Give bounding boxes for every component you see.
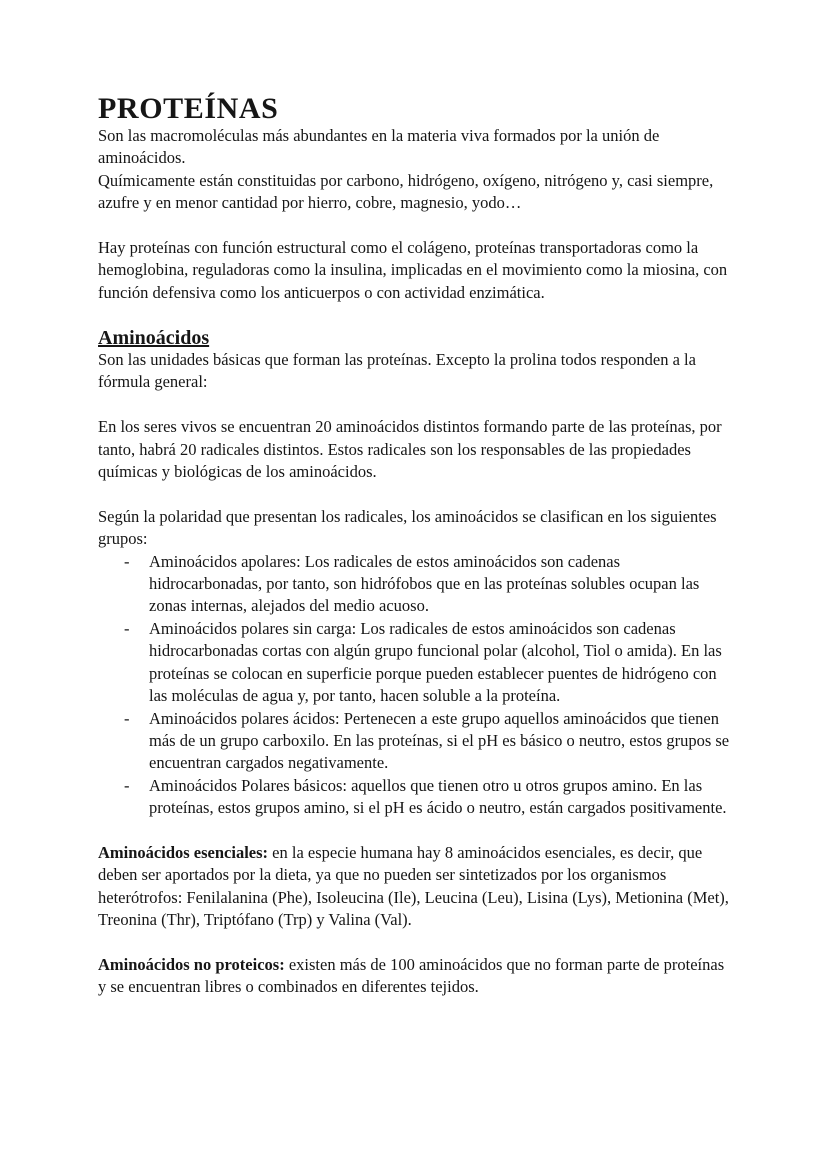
list-item-text: Aminoácidos apolares: Los radicales de estos aminoácidos son cadenas hidrocarbonadas, por tanto, son hidrófobos que en las proteínas solubles ocupan las zonas internas, alejados del medio acuoso. [149,551,700,616]
non-protein-aminoacids-text: existen más de 100 aminoácidos que no forman parte de proteínas y se encuentran libres o combinados en diferentes tejidos. [98,954,725,997]
essential-aminoacids-paragraph [98,842,732,932]
essential-aminoacids-lead: Aminoácidos esenciales: [98,842,269,862]
intro-paragraph-2: Químicamente están constituidas por carbono, hidrógeno, oxígeno, nitrógeno y, casi siempre, azufre y en menor cantidad por hierro, cobre, magnesio, yodo… [98,170,714,213]
non-protein-aminoacids-paragraph [98,954,732,999]
essential-aminoacids-text: en la especie humana hay 8 aminoácidos esenciales, es decir, que deben ser aportados por la dieta, ya que no pueden ser sintetizados por los organismos heterótrofos: Fenilalanina (Phe), Isoleucina (Ile), Leucina (Leu), Lisina (Lys), Metionina (Met), Treonina (Thr), Triptófano (Trp) y Valina (Val). [98,842,729,930]
list-item-polar-acid [98,708,732,775]
list-item-text: Aminoácidos polares sin carga: Los radicales de estos aminoácidos son cadenas hidrocarbonadas cortas con algún grupo funcional polar (alcohol, Tiol o amida). En las proteínas se colocan en superficie porque pueden establecer puentes de hidrógeno con las moléculas de agua y, por tanto, hacen soluble a la proteína. [149,618,722,706]
bullet-dash-marker: - [124,618,130,638]
aminoacids-definition-paragraph: Son las unidades básicas que forman las proteínas. Excepto la prolina todos responden a la fórmula general: [98,350,696,392]
intro-paragraph-1: Son las macromoléculas más abundantes en la materia viva formados por la unión de aminoácidos. [98,126,660,168]
protein-functions-paragraph: Hay proteínas con función estructural como el colágeno, proteínas transportadoras como la hemoglobina, reguladoras como la insulina, implicadas en el movimiento como la miosina, con función defensiva como los anticuerpos o con actividad enzimática. [98,238,728,302]
document-title: PROTEÍNAS [98,92,279,125]
list-item-apolar [98,551,732,618]
aminoacids-radicals-paragraph: En los seres vivos se encuentran 20 aminoácidos distintos formando parte de las proteínas, por tanto, habrá 20 radicales distintos. Estos radicales son los responsables de las propiedades químicas y biológicas de los aminoácidos. [98,417,722,482]
non-protein-aminoacids-lead: Aminoácidos no proteicos: [98,954,285,974]
bullet-dash-marker: - [124,551,130,571]
bullet-dash-marker: - [124,775,130,795]
aminoacid-groups-list [98,551,732,820]
aminoacids-section-heading: Aminoácidos [98,326,210,349]
document-content [98,92,732,999]
list-item-text: Aminoácidos polares ácidos: Pertenecen a este grupo aquellos aminoácidos que tienen más de un grupo carboxilo. En las proteínas, si el pH es básico o neutro, estos grupos se encuentran cargados negativamente. [149,708,730,773]
bullet-dash-marker: - [124,708,130,728]
list-item-polar-basic [98,775,732,820]
list-item-text: Aminoácidos Polares básicos: aquellos que tienen otro u otros grupos amino. En las proteínas, estos grupos amino, si el pH es ácido o neutro, están cargados positivamente. [149,775,727,818]
list-item-polar-no-charge [98,618,732,708]
aminoacids-polarity-paragraph: Según la polaridad que presentan los radicales, los aminoácidos se clasifican en los siguientes grupos: [98,506,717,549]
